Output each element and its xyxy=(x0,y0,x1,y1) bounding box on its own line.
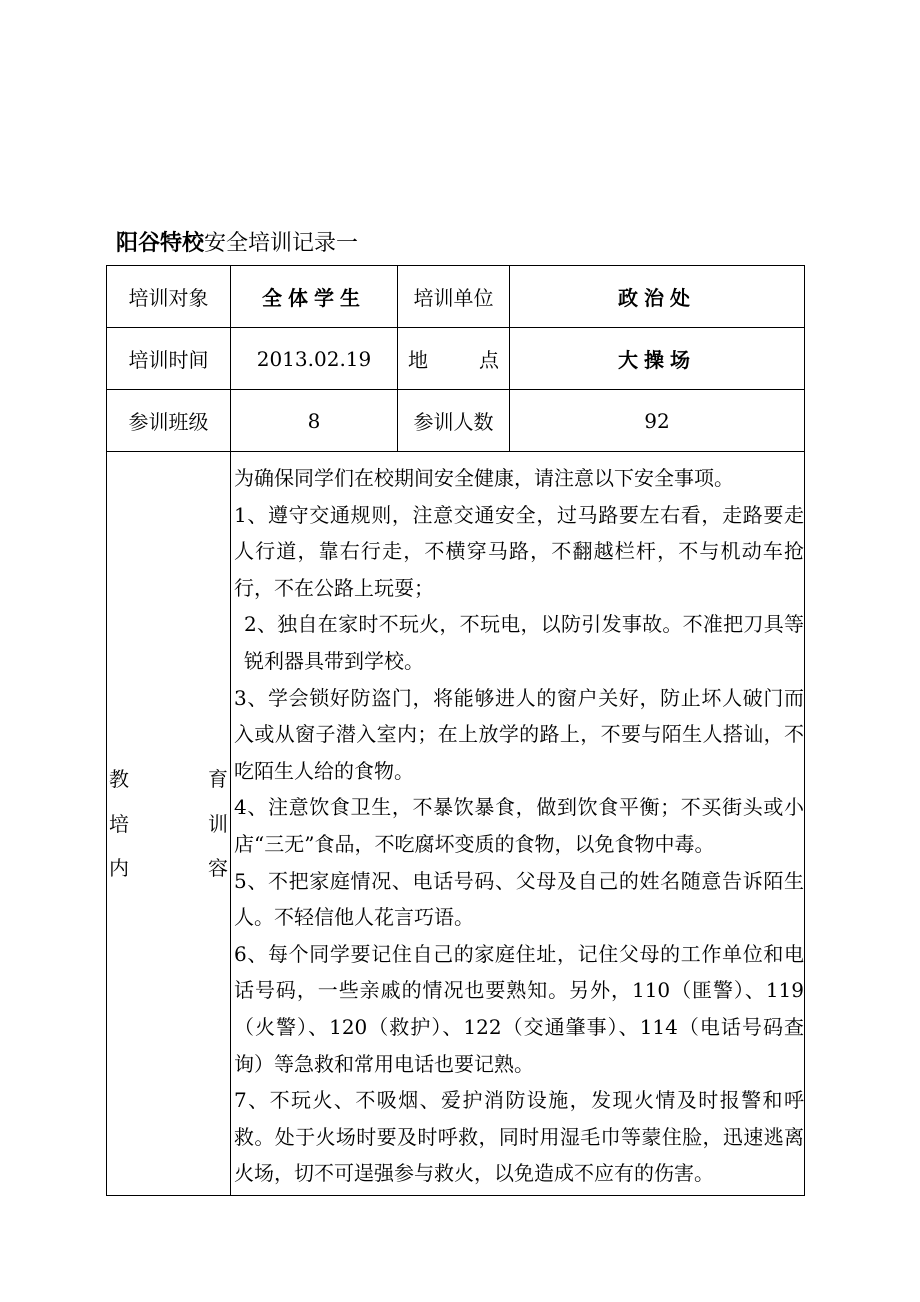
side-label-char: 内 xyxy=(109,856,129,880)
content-item-2: 2、独自在家时不玩火，不玩电，以防引发事故。不准把刀具等锐利器具带到学校。 xyxy=(244,612,804,673)
value-location: 大操场 xyxy=(510,328,805,390)
value-training-target: 全体学生 xyxy=(231,266,398,328)
content-item-4: 4、注意饮食卫生，不暴饮暴食，做到饮食平衡；不买街头或小店“三无”食品，不吃腐坏变质的食物，以免食物中毒。 xyxy=(234,795,804,856)
content-item-1: 1、遵守交通规则，注意交通安全，过马路要左右看，走路要走人行道，靠右行走，不横穿马路，不翻越栏杆，不与机动车抢行，不在公路上玩耍； xyxy=(234,502,804,600)
label-training-time: 培训时间 xyxy=(107,328,231,390)
table-row xyxy=(107,390,805,452)
side-label-char: 育 xyxy=(208,767,228,791)
title-record-name: 安全培训记录一 xyxy=(204,231,359,256)
training-content xyxy=(231,452,805,1196)
content-item-3: 3、学会锁好防盗门，将能够进人的窗户关好，防止坏人破门而入或从窗子潜入室内；在上放学的路上，不要与陌生人搭讪，不吃陌生人给的食物。 xyxy=(234,685,804,783)
training-content-label xyxy=(107,452,231,1196)
label-participant-count: 参训人数 xyxy=(398,390,510,452)
content-item-5: 5、不把家庭情况、电话号码、父母及自己的姓名随意告诉陌生人。不轻信他人花言巧语。 xyxy=(234,868,804,930)
label-location-char2: 点 xyxy=(479,348,499,372)
side-label-char: 教 xyxy=(109,767,129,791)
table-row xyxy=(107,452,805,1196)
side-label-char: 容 xyxy=(208,856,228,880)
training-record-table xyxy=(106,265,805,1196)
content-item-7: 7、不玩火、不吸烟、爱护消防设施，发现火情及时报警和呼救。处于火场时要及时呼救，同时用湿毛巾等蒙住脸，迅速逃离火场，切不可逞强参与救火，以免造成不应有的伤害。 xyxy=(234,1088,804,1186)
table-row xyxy=(107,266,805,328)
value-training-time: 2013.02.19 xyxy=(231,328,398,390)
document-title xyxy=(116,226,358,257)
label-location xyxy=(398,328,510,390)
label-class-count: 参训班级 xyxy=(107,390,231,452)
label-training-unit: 培训单位 xyxy=(398,266,510,328)
title-school-name: 阳谷特校 xyxy=(116,231,205,256)
value-class-count: 8 xyxy=(231,390,398,452)
label-location-char1: 地 xyxy=(408,348,428,372)
value-participant-count: 92 xyxy=(510,390,805,452)
value-training-unit: 政治处 xyxy=(510,266,805,328)
content-item-6: 6、每个同学要记住自己的家庭住址，记住父母的工作单位和电话号码，一些亲戚的情况也要熟知。另外，110（匪警）、119（火警）、120（救护）、122（交通肇事）、114（电话号码查询）等急救和常用电话也要记熟。 xyxy=(234,941,804,1076)
table-row xyxy=(107,328,805,390)
label-training-target: 培训对象 xyxy=(107,266,231,328)
side-label-char: 训 xyxy=(208,812,228,836)
content-intro: 为确保同学们在校期间安全健康，请注意以下安全事项。 xyxy=(234,466,734,490)
side-label-char: 培 xyxy=(109,812,129,836)
